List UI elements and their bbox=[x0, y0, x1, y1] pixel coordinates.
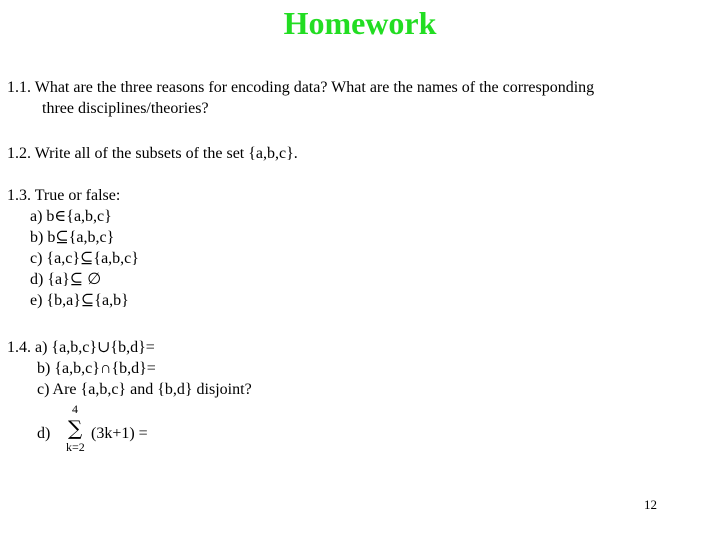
question-1-4-b: b) {a,b,c}∩{b,d}= bbox=[37, 360, 156, 377]
question-1-1-line-2: three disciplines/theories? bbox=[42, 100, 209, 117]
question-1-4-a: 1.4. a) {a,b,c}∪{b,d}= bbox=[7, 339, 155, 356]
question-1-3-heading: 1.3. True or false: bbox=[7, 187, 121, 204]
question-1-3-item-d: d) {a}⊆ ∅ bbox=[30, 271, 102, 288]
question-1-1-line-1: 1.1. What are the three reasons for encoding data? What are the names of the corresponding bbox=[7, 79, 595, 96]
question-1-4-c: c) Are {a,b,c} and {b,d} disjoint? bbox=[37, 381, 252, 398]
summation-sigma-symbol: ∑ bbox=[68, 416, 83, 440]
summation-lower-limit: k=2 bbox=[66, 440, 85, 454]
summation-expression: (3k+1) = bbox=[91, 425, 148, 442]
question-1-3-item-c: c) {a,c}⊆{a,b,c} bbox=[30, 250, 139, 267]
question-1-2: 1.2. Write all of the subsets of the set {a,b,c}. bbox=[7, 145, 298, 162]
summation-upper-limit: 4 bbox=[72, 402, 78, 416]
question-1-3-item-b: b) b⊆{a,b,c} bbox=[30, 229, 115, 246]
question-1-3-item-e: e) {b,a}⊆{a,b} bbox=[30, 292, 129, 309]
question-1-4-d-label: d) bbox=[37, 425, 51, 442]
page-number: 12 bbox=[644, 497, 657, 512]
question-1-3-item-a: a) b∈{a,b,c} bbox=[30, 208, 112, 225]
summation bbox=[62, 400, 92, 460]
slide-title: Homework bbox=[283, 5, 437, 41]
